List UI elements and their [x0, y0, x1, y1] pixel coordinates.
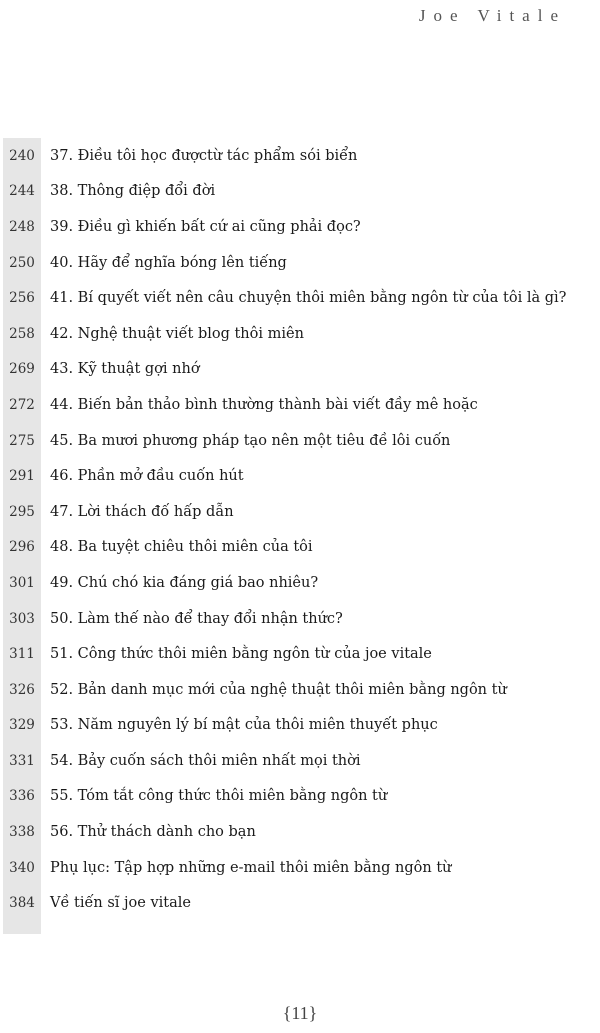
- toc-entry: [0, 636, 600, 672]
- toc-entry: [0, 280, 600, 316]
- toc-entry-title: 56. Thử thách dành cho bạn: [50, 824, 256, 841]
- toc-entry-title: Phụ lục: Tập hợp những e-mail thôi miên bằng ngôn từ: [50, 859, 452, 876]
- toc-entry-page-number: 240: [9, 147, 35, 164]
- toc-entry: [0, 708, 600, 744]
- toc-entry-title: 39. Điều gì khiến bất cứ ai cũng phải đọc?: [50, 218, 361, 235]
- toc-entry: [0, 601, 600, 637]
- toc-entry-page-number: 269: [9, 361, 35, 378]
- toc-entry-page-number: 248: [9, 218, 35, 235]
- toc-entry-page-number: 256: [9, 290, 35, 307]
- toc-entry: [0, 209, 600, 245]
- toc-entry-title: 49. Chú chó kia đáng giá bao nhiêu?: [50, 574, 319, 591]
- toc-entry: [0, 565, 600, 601]
- toc-entry: [0, 743, 600, 779]
- toc-entry: [0, 387, 600, 423]
- toc-entry-page-number: 295: [9, 503, 35, 520]
- toc-entry: [0, 352, 600, 388]
- toc-entry-title: 38. Thông điệp đổi đời: [50, 183, 216, 200]
- toc-entry-title: 48. Ba tuyệt chiêu thôi miên của tôi: [50, 539, 313, 556]
- toc-entry-title: 37. Điều tôi học đượctừ tác phẩm sói biển: [50, 147, 358, 164]
- toc-entry-page-number: 329: [9, 717, 35, 734]
- toc-entry-page-number: 384: [9, 895, 35, 912]
- toc-entry-page-number: 303: [9, 610, 35, 627]
- toc-list: [0, 138, 600, 921]
- toc-entry-title: 46. Phần mở đầu cuốn hút: [50, 468, 244, 485]
- toc-entry-page-number: 338: [9, 824, 35, 841]
- toc-entry-title: 41. Bí quyết viết nên câu chuyện thôi miên bằng ngôn từ của tôi là gì?: [50, 290, 567, 307]
- toc-entry: [0, 885, 600, 921]
- toc-entry-page-number: 326: [9, 681, 35, 698]
- toc-entry-title: 43. Kỹ thuật gợi nhớ: [50, 361, 200, 378]
- toc-entry-page-number: 275: [9, 432, 35, 449]
- toc-entry-page-number: 331: [9, 752, 35, 769]
- toc-entry-page-number: 340: [9, 859, 35, 876]
- toc-entry: [0, 530, 600, 566]
- toc-entry-page-number: 291: [9, 468, 35, 485]
- toc-entry: [0, 174, 600, 210]
- toc-entry-page-number: 250: [9, 254, 35, 271]
- toc-entry-title: 50. Làm thế nào để thay đổi nhận thức?: [50, 610, 343, 627]
- toc-entry-title: 45. Ba mươi phương pháp tạo nên một tiêu đề lôi cuốn: [50, 432, 451, 449]
- running-head: Joe Vitale: [418, 6, 566, 25]
- toc-entry-title: 52. Bản danh mục mới của nghệ thuật thôi miên bằng ngôn từ: [50, 681, 507, 698]
- toc-entry-title: 54. Bảy cuốn sách thôi miên nhất mọi thời: [50, 752, 361, 769]
- toc-entry-page-number: 311: [9, 646, 35, 663]
- toc-entry-title: 55. Tóm tắt công thức thôi miên bằng ngôn từ: [50, 788, 388, 805]
- toc-entry: [0, 458, 600, 494]
- toc-entry: [0, 423, 600, 459]
- toc-entry-title: Về tiến sĩ joe vitale: [50, 895, 191, 912]
- table-of-contents: [0, 138, 600, 921]
- page-folio: {11}: [282, 1003, 318, 1023]
- toc-entry-page-number: 272: [9, 396, 35, 413]
- toc-entry: [0, 779, 600, 815]
- toc-entry: [0, 316, 600, 352]
- toc-entry-page-number: 301: [9, 574, 35, 591]
- toc-entry-title: 51. Công thức thôi miên bằng ngôn từ của joe vitale: [50, 646, 432, 663]
- toc-entry: [0, 138, 600, 174]
- toc-entry-title: 53. Năm nguyên lý bí mật của thôi miên thuyết phục: [50, 717, 438, 734]
- toc-entry-title: 47. Lời thách đố hấp dẫn: [50, 503, 234, 520]
- toc-entry-page-number: 244: [9, 183, 35, 200]
- toc-entry: [0, 850, 600, 886]
- toc-entry-page-number: 336: [9, 788, 35, 805]
- toc-entry: [0, 494, 600, 530]
- toc-entry-page-number: 258: [9, 325, 35, 342]
- toc-entry: [0, 672, 600, 708]
- toc-entry-title: 42. Nghệ thuật viết blog thôi miên: [50, 325, 304, 342]
- toc-entry: [0, 245, 600, 281]
- toc-entry: [0, 814, 600, 850]
- toc-entry-page-number: 296: [9, 539, 35, 556]
- toc-entry-title: 44. Biến bản thảo bình thường thành bài viết đầy mê hoặc: [50, 396, 478, 413]
- toc-entry-title: 40. Hãy để nghĩa bóng lên tiếng: [50, 254, 287, 271]
